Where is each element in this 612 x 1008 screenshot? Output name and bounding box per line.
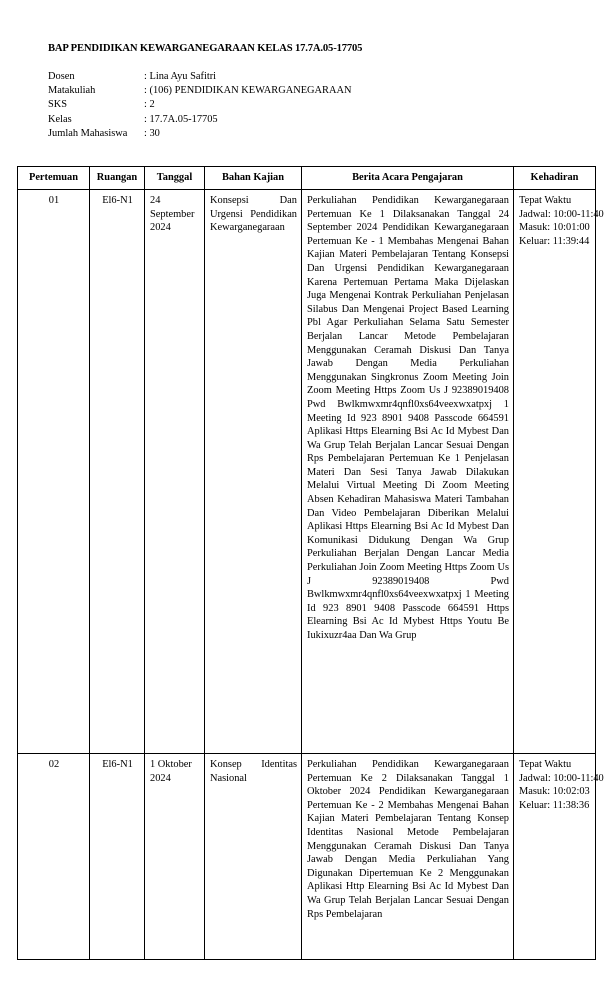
kehadiran-jadwal: Jadwal: 10:00-11:40: [519, 208, 604, 220]
table-row: [18, 754, 596, 960]
info-row-dosen: [48, 70, 352, 84]
kehadiran-masuk: Masuk: 10:01:00: [519, 222, 590, 234]
info-value: : 17.7A.05-17705: [144, 113, 218, 125]
document-title: BAP PENDIDIKAN KEWARGANEGARAAN KELAS 17.7A.05-17705: [48, 43, 363, 54]
kehadiran-jadwal: Jadwal: 10:00-11:40: [519, 772, 604, 784]
header-pertemuan: Pertemuan: [18, 167, 90, 190]
kehadiran-keluar: Keluar: 11:38:36: [519, 799, 590, 811]
cell-pertemuan: 01: [18, 190, 90, 754]
cell-kehadiran: [514, 190, 604, 754]
header-tanggal: Tanggal: [145, 167, 205, 190]
table-row: [18, 190, 596, 754]
bap-table: [17, 166, 604, 960]
cell-berita-acara: Perkuliahan Pendidikan Kewarganegaraan Pertemuan Ke 2 Dilaksanakan Tanggal 1 Oktober 2024 Pendidikan Kewarganegaraan Pertemuan Ke - 2 Membahas Mengenai Bahan Kajian Materi Pembelajaran Tentang Konsep Identitas Nasional Metode Pembelajaran Menggunakan Ceramah Diskusi Dan Tanya Jawab Dengan Media Perkuliahan Yang Digunakan Dipertemuan Ke 2 Menggunakan Aplikasi Http Elearning Bsi Ac Id Mybest Dan Wa Grup Telah Berjalan Lancar Sesuai Dengan Rps Pembelajaran: [302, 754, 514, 960]
header-ruangan: Ruangan: [90, 167, 145, 190]
cell-ruangan: El6-N1: [90, 754, 145, 960]
cell-bahan-kajian: Konsepsi Dan Urgensi Pendidikan Kewarganegaraan: [205, 190, 302, 754]
cell-tanggal: 1 Oktober 2024: [145, 754, 205, 960]
header-berita-acara: Berita Acara Pengajaran: [302, 167, 514, 190]
cell-berita-acara: Perkuliahan Pendidikan Kewarganegaraan Pertemuan Ke 1 Dilaksanakan Tanggal 24 September 2024 Pendidikan Kewarganegaraan Pertemuan Ke - 1 Membahas Mengenai Bahan Kajian Materi Pembelajaran Tentang Konsepsi Dan Urgensi Pendidikan Kewarganegaraan Karena Pertemuan Pertama Maka Dijelaskan Juga Mengenai Kontrak Perkuliahan Penjelasan Silabus Dan Mengenai Project Based Learning Pbl Agar Perkuliahan Selama Satu Semester Berjalan Lancar Metode Pembelajaran Menggunakan Ceramah Diskusi Dan Tanya Jawab Dengan Media Perkuliahan Menggunakan Singkronus Zoom Meeting Join Zoom Meeting Https Zoom Us J 92389019408 Pwd Bwlkmwxmr4qnfl0xs64veexwxatpxj 1 Meeting Id 923 8901 9408 Passcode 664591 Aplikasi Https Elearning Bsi Ac Id Mybest Dan Wa Grup Telah Berjalan Lancar Sesuai Dengan Rps Pembelajaran Pertemuan Ke 1 Penjelasan Materi Dan Sesi Tanya Jawab Dilakukan Melalui Virtual Meeting Di Zoom Meeting Absen Kehadiran Mahasiswa Materi Tambahan Dan Video Pembelajaran Diberikan Melalui Aplikasi Https Elearning Bsi Ac Id Mybest Dan Komunikasi Didukung Dengan Wa Grup Perkuliahan Berjalan Dengan Lancar Media Perkuliahan Join Zoom Meeting Https Zoom Us J 92389019408 Pwd Bwlkmwxmr4qnfl0xs64veexwxatpxj 1 Meeting Id 923 8901 9408 Passcode 664591 Https Elearning Bsi Ac Id Mybest Https Youtu Be Iukixuzr4aa Dan Wa Grup: [302, 190, 514, 754]
kehadiran-masuk: Masuk: 10:02:03: [519, 786, 590, 798]
info-label: Kelas: [48, 113, 72, 125]
info-value: : (106) PENDIDIKAN KEWARGANEGARAAN: [144, 85, 352, 97]
info-label: SKS: [48, 99, 68, 111]
cell-kehadiran: [514, 754, 604, 960]
table-header-row: [18, 167, 596, 190]
info-label: Dosen: [48, 71, 75, 82]
info-label: Jumlah Mahasiswa: [48, 127, 128, 139]
cell-ruangan: El6-N1: [90, 190, 145, 754]
kehadiran-status: Tepat Waktu: [519, 195, 572, 206]
info-value: : Lina Ayu Safitri: [144, 71, 217, 82]
info-row-jumlah-mahasiswa: [48, 127, 352, 141]
info-label: Matakuliah: [48, 85, 96, 97]
info-row-kelas: [48, 113, 352, 127]
cell-bahan-kajian: Konsep Identitas Nasional: [205, 754, 302, 960]
course-info: [48, 70, 352, 141]
cell-tanggal: 24 September 2024: [145, 190, 205, 754]
kehadiran-status: Tepat Waktu: [519, 759, 572, 770]
info-value: : 2: [144, 99, 155, 111]
kehadiran-keluar: Keluar: 11:39:44: [519, 235, 590, 247]
info-row-sks: [48, 98, 352, 112]
header-bahan-kajian: Bahan Kajian: [205, 167, 302, 190]
cell-pertemuan: 02: [18, 754, 90, 960]
info-row-matakuliah: [48, 84, 352, 98]
header-kehadiran: Kehadiran: [514, 167, 596, 190]
info-value: : 30: [144, 127, 160, 139]
